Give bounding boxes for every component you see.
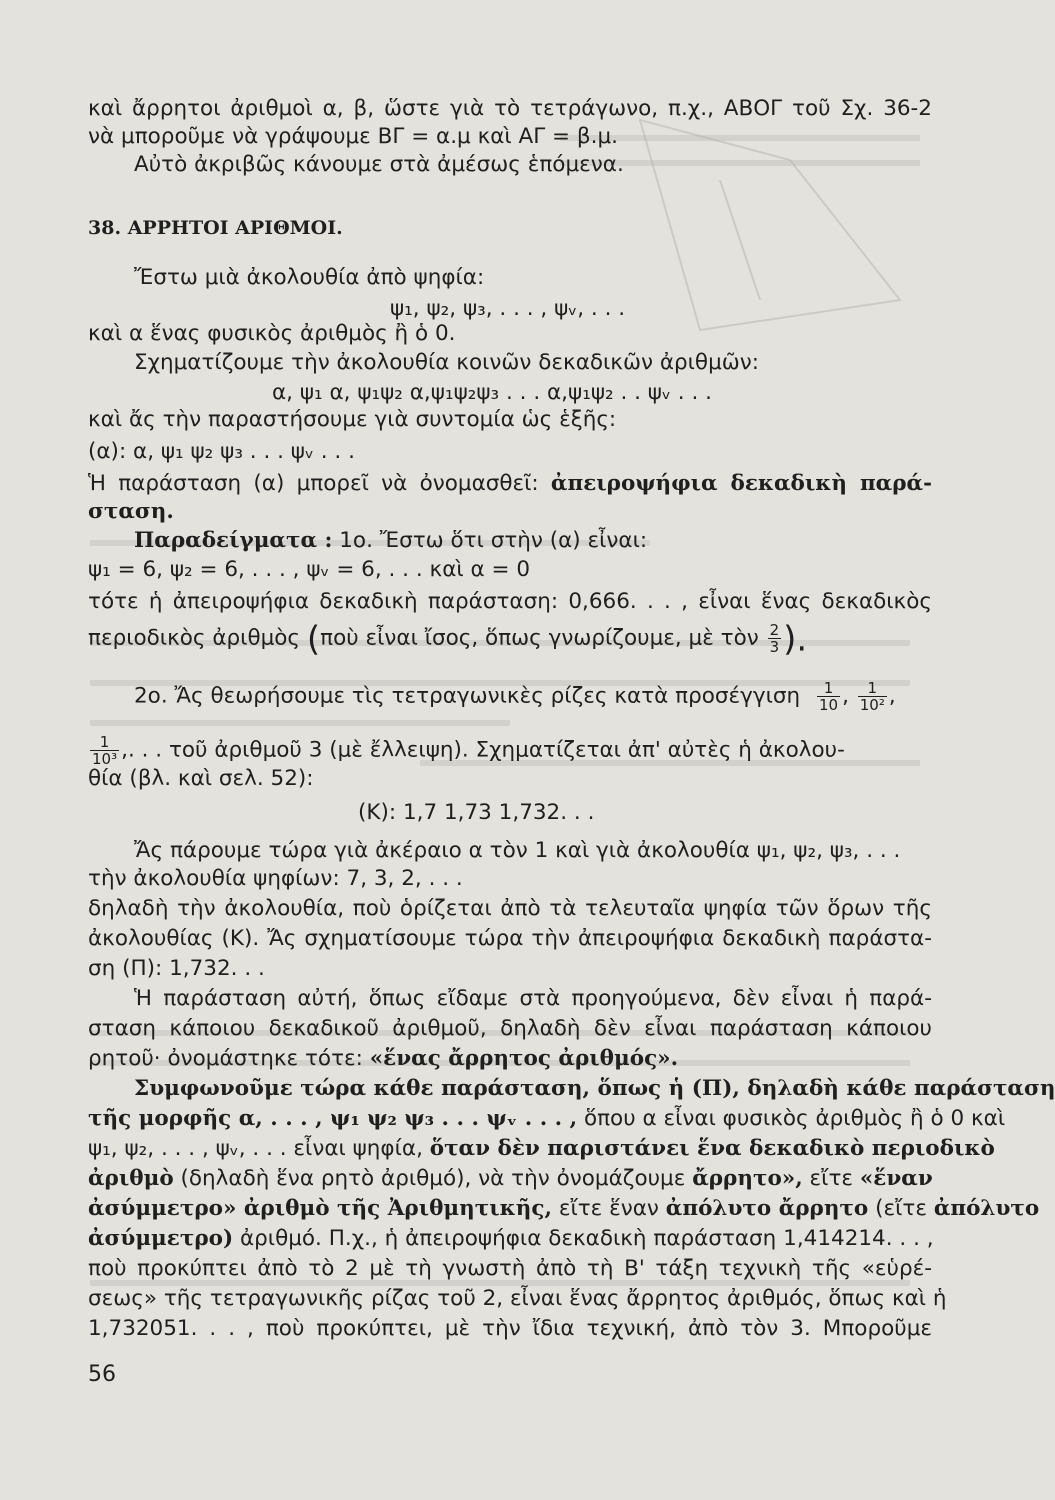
bold-term: ἀπόλυτο ἄρρητο: [665, 1196, 869, 1221]
text-line: 1,732051. . . , ποὺ προκύπτει, μὲ τὴν ἴδια τεχνική, ἀπὸ τὸν 3. Μποροῦμε: [88, 1316, 932, 1341]
fraction-1-10: $\frac{1}{10}$: [818, 679, 839, 714]
text-line: [88, 1046, 678, 1072]
formula-line: (α): α, ψ₁ ψ₂ ψ₃ . . . ψᵥ . . .: [88, 439, 355, 464]
text-line: τότε ἡ ἀπειροψήφια δεκαδικὴ παράσταση: 0,666. . . , εἶναι ἕνας δεκαδικὸς: [88, 589, 932, 614]
text-line: σταση κάποιου δεκαδικοῦ ἀριθμοῦ, δηλαδὴ δὲν εἶναι παράσταση κάποιου: [88, 1016, 932, 1041]
bold-term: ἄρρητο»,: [692, 1166, 803, 1191]
text-span: 1ο. Ἔστω ὅτι στὴν (α) εἶναι:: [332, 528, 648, 553]
text-line: ση (Π): 1,732. . .: [88, 956, 265, 981]
paren-open: (: [306, 619, 321, 660]
text-span: (εἴτε: [868, 1196, 934, 1221]
page-number: 56: [88, 1362, 116, 1387]
formula-line: ψ₁, ψ₂, ψ₃, . . . , ψᵥ, . . .: [390, 296, 626, 321]
bold-line: Συμφωνοῦμε τώρα κάθε παράσταση, ὅπως ἡ (Π), δηλαδὴ κάθε παράσταση: [134, 1076, 1055, 1101]
text-line: [88, 1226, 932, 1252]
text-line: [88, 1106, 1006, 1132]
formula-line: α, ψ₁ α, ψ₁ψ₂ α,ψ₁ψ₂ψ₃ . . . α,ψ₁ψ₂ . . ψᵥ . . .: [272, 380, 712, 405]
section-title: ΑΡΡΗΤΟΙ ΑΡΙΘΜΟΙ.: [127, 217, 343, 239]
text-span: Ἡ παράσταση (α) μπορεῖ νὰ ὀνομασθεῖ:: [88, 471, 551, 496]
text-span: (δηλαδὴ ἕνα ρητὸ ἀριθμό), νὰ τὴν ὀνομάζουμε: [173, 1166, 693, 1191]
bold-term: σταση.: [88, 499, 174, 524]
text-span: . . . τοῦ ἀριθμοῦ 3 (μὲ ἔλλειψη). Σχηματίζεται ἀπ' αὐτὲς ἡ ἀκολου-: [127, 737, 845, 763]
bold-term: ἀσύμμετρο): [88, 1226, 234, 1251]
bold-term: ἀσύμμετρο» ἀριθμὸ τῆς Ἀριθμητικῆς,: [88, 1196, 552, 1221]
text-line: Σχηματίζουμε τὴν ἀκολουθία κοινῶν δεκαδικῶν ἀριθμῶν:: [134, 350, 760, 375]
text-span: ρητοῦ· ὀνομάστηκε τότε:: [88, 1046, 370, 1071]
bold-term: ἀπόλυτο: [933, 1196, 1040, 1221]
text-line: [134, 528, 647, 554]
formula-line: (Κ): 1,7 1,73 1,732. . .: [358, 800, 595, 825]
text-line: σεως» τῆς τετραγωνικῆς ρίζας τοῦ 2, εἶναι ἕνας ἄρρητος ἀριθμός, ὅπως καὶ ἡ: [88, 1286, 947, 1311]
text-line: [88, 471, 932, 497]
text-line: [88, 619, 808, 660]
text-span: εἴτε ἕναν: [552, 1196, 666, 1221]
text-line: [88, 1136, 995, 1162]
text-span: ψ₁, ψ₂, . . . , ψᵥ, . . . εἶναι ψηφία,: [88, 1136, 430, 1161]
bold-term: ἀριθμὸ: [88, 1166, 174, 1191]
bold-term: τῆς μορφῆς α, . . . , ψ₁ ψ₂ ψ₃ . . . ψᵥ . . . ,: [88, 1106, 578, 1131]
text-line: καὶ ἄς τὴν παραστήσουμε γιὰ συντομία ὡς ἑξῆς:: [88, 407, 617, 432]
text-span: 2ο. Ἄς θεωρήσουμε τὶς τετραγωνικὲς ρίζες κατὰ προσέγγιση: [134, 683, 801, 709]
bold-term: ἀπειροψήφια δεκαδικὴ παρά-: [550, 471, 932, 496]
text-line: ποὺ προκύπτει ἀπὸ τὸ 2 μὲ τὴ γνωστὴ ἀπὸ τὴ Β' τάξη τεχνικὴ τῆς «εὑρέ-: [88, 1256, 932, 1281]
text-line: [88, 1196, 1040, 1222]
text-line: νὰ μποροῦμε νὰ γράψουμε ΒΓ = α.μ καὶ ΑΓ = β.μ.: [88, 124, 618, 149]
text-span: ἀριθμό. Π.χ., ἡ ἀπειροψήφια δεκαδικὴ παράσταση 1,414214. . . ,: [233, 1226, 934, 1251]
text-line: Αὐτὸ ἀκριβῶς κάνουμε στὰ ἀμέσως ἑπόμενα.: [134, 152, 624, 177]
formula-line: ψ₁ = 6, ψ₂ = 6, . . . , ψᵥ = 6, . . . καὶ α = 0: [88, 557, 531, 582]
bold-term: «ἕναν: [859, 1166, 933, 1191]
examples-label: Παραδείγματα :: [134, 528, 333, 553]
text-line: $\frac{1}{\text{10³}}$ ,. . . τοῦ ἀριθμοῦ 3 (μὲ ἔλλειψη). Σχηματίζεται ἀπ' αὐτὲς ἡ ἀκολου-: [92, 733, 845, 768]
fraction-1-1000: $\frac{1}{\text{10³}}$: [92, 733, 118, 768]
text-line: καὶ ἄρρητοι ἀριθμοὶ α, β, ὥστε γιὰ τὸ τετράγωνο, π.χ., ΑΒΟΓ τοῦ Σχ. 36-2: [88, 96, 932, 121]
text-line: Ἔστω μιὰ ἀκολουθία ἀπὸ ψηφία:: [134, 265, 485, 290]
text-line: 2ο. Ἄς θεωρήσουμε τὶς τετραγωνικὲς ρίζες κατὰ προσέγγιση $\frac{1}{10}$ , $\frac{1}{\text{10²}}$ ,: [134, 679, 896, 714]
fraction-two-thirds: $\frac{2}{3}$: [769, 621, 780, 656]
text-span: περιοδικὸς ἀριθμὸς: [88, 625, 307, 651]
text-line: καὶ α ἕνας φυσικὸς ἀριθμὸς ἢ ὁ 0.: [88, 321, 456, 346]
text-span: εἴτε: [802, 1166, 860, 1191]
text-line: τὴν ἀκολουθία ψηφίων: 7, 3, 2, . . .: [88, 866, 463, 891]
bold-term: «ἕνας ἄρρητος ἀριθμός».: [369, 1046, 679, 1071]
text-line: Ἡ παράσταση αὐτή, ὅπως εἴδαμε στὰ προηγούμενα, δὲν εἶναι ἡ παρά-: [134, 986, 932, 1011]
section-heading: [88, 215, 343, 241]
text-line: [88, 1166, 932, 1192]
section-number: 38.: [88, 217, 122, 239]
text-line: θία (βλ. καὶ σελ. 52):: [88, 766, 314, 791]
text-span: ὅπου α εἶναι φυσικὸς ἀριθμὸς ἢ ὁ 0 καὶ: [577, 1106, 1006, 1131]
bold-term: ὅταν δὲν παριστάνει ἕνα δεκαδικὸ περιοδικὸ: [429, 1136, 995, 1161]
text-line: Ἄς πάρουμε τώρα γιὰ ἀκέραιο α τὸν 1 καὶ γιὰ ἀκολουθία ψ₁, ψ₂, ψ₃, . . .: [134, 838, 901, 863]
text-line: ἀκολουθίας (Κ). Ἄς σχηματίσουμε τώρα τὴν ἀπειροψήφια δεκαδικὴ παράστα-: [88, 926, 932, 951]
text-line: δηλαδὴ τὴν ἀκολουθία, ποὺ ὁρίζεται ἀπὸ τὰ τελευταῖα ψηφία τῶν ὅρων τῆς: [88, 896, 932, 921]
text-span: ποὺ εἶναι ἴσος, ὅπως γνωρίζουμε, μὲ τὸν: [320, 625, 766, 651]
paren-close: ).: [783, 619, 808, 660]
fraction-1-100: $\frac{1}{\text{10²}}$: [859, 679, 885, 714]
